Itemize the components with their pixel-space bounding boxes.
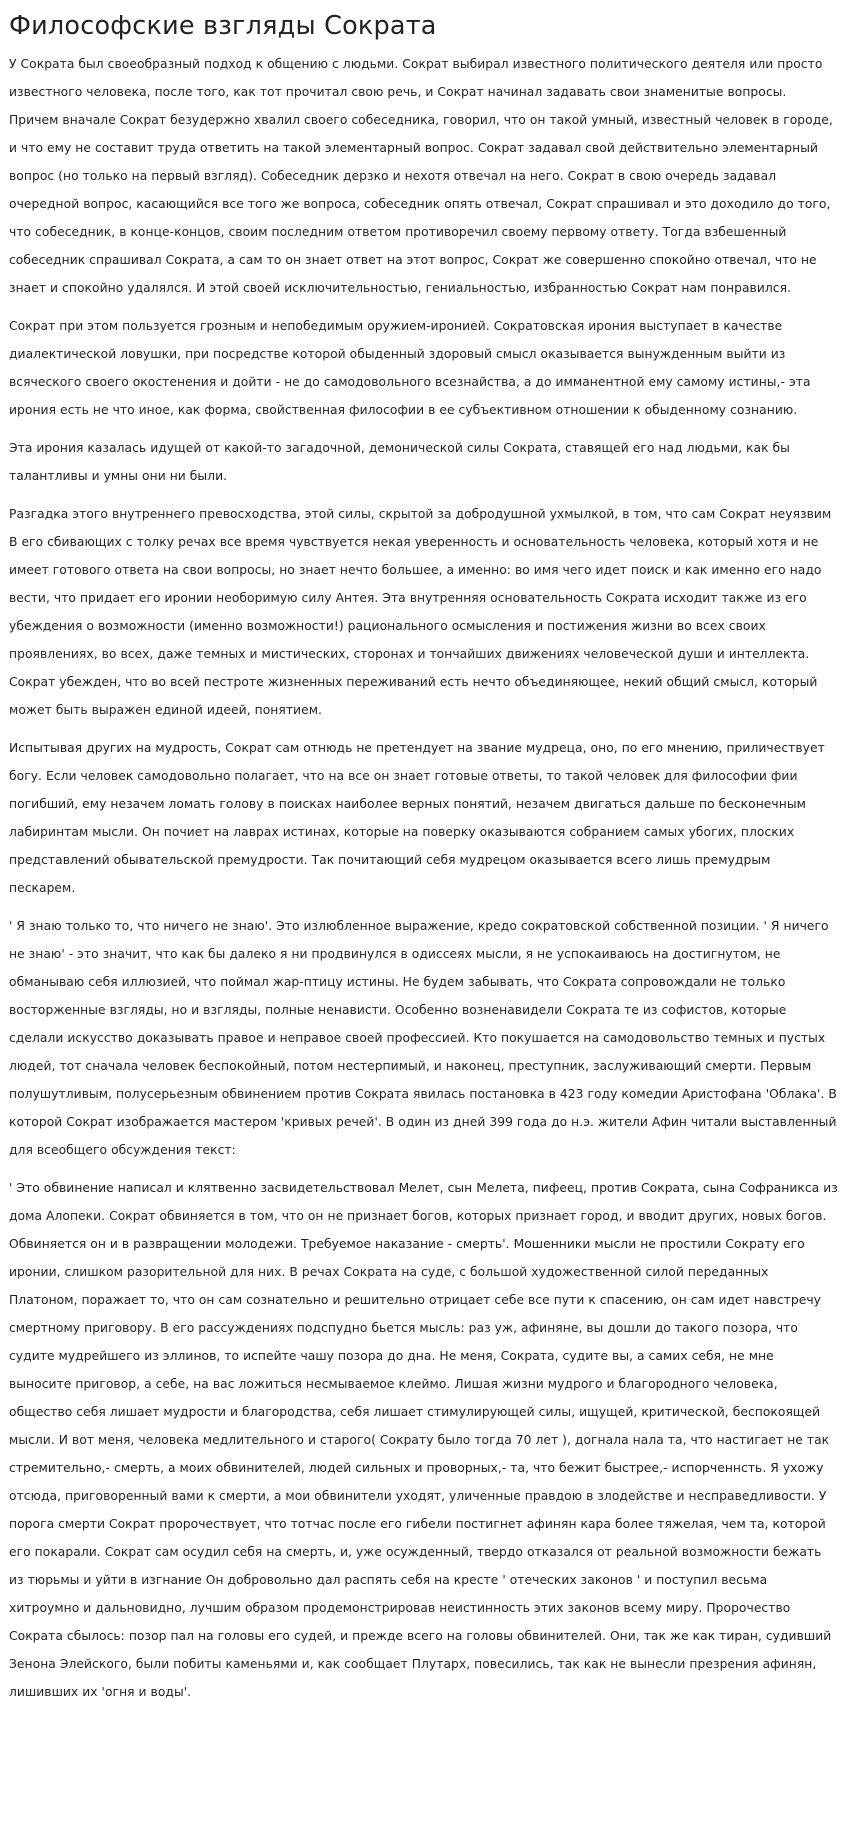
article-paragraph-6: ' Я знаю только то, что ничего не знаю'. Это излюбленное выражение, кредо сократовской собственной позиции. ' Я ничего не знаю' - это значит, что как бы далеко я ни продвинулся в одиссеях мысли, я не успокаиваюсь на достигнутом, не обманываю себя иллюзией, что поймал жар-птицу истины. Не будем забывать, что Сократа сопровождали не только восторженные взгляды, но и взгляды, полные ненависти. Особенно возненавидели Сократа те из софистов, которые сделали искусство доказывать правое и неправое своей профессией. Кто покушается на самодовольство темных и пустых людей, тот сначала человек беспокойный, потом нестерпимый, и наконец, преступник, заслуживающий смерти. Первым полушутливым, полусерьезным обвинением против Сократа явилась постановка в 423 году комедии Аристофана 'Облака'. В которой Сократ изображается мастером 'кривых речей'. В один из дней 399 года до н.э. жители Афин читали выставленный для всеобщего обсуждения текст: bbox=[9, 919, 837, 1157]
page-title: Философские взгляды Сократа bbox=[9, 11, 437, 41]
article-paragraph-3: Эта ирония казалась идущей от какой-то загадочной, демонической силы Сократа, ставящей его над людьми, как бы талантливы и умны они ни были. bbox=[9, 441, 790, 483]
article-body bbox=[9, 50, 838, 1706]
article-paragraph-5: Испытывая других на мудрость, Сократ сам отнюдь не претендует на звание мудреца, оно, по его мнению, приличествует богу. Если человек самодовольно полагает, что на все он знает готовые ответы, то такой человек для философии фии погибший, ему незачем ломать голову в поисках наиболее верных понятий, незачем двигаться дальше по бесконечным лабиринтам мысли. Он почиет на лаврах истинах, которые на поверку оказываются собранием самых убогих, плоских представлений обывательской премудрости. Так почитающий себя мудрецом оказывается всего лишь премудрым пескарем. bbox=[9, 741, 825, 895]
article-paragraph-1: У Сократа был своеобразный подход к общению с людьми. Сократ выбирал известного политического деятеля или просто известного человека, после того, как тот прочитал свою речь, и Сократ начинал задавать свои знаменитые вопросы. Причем вначале Сократ безудержно хвалил своего собеседника, говорил, что он такой умный, известный человек в городе, и что ему не составит труда ответить на такой элементарный вопрос. Сократ задавал свой действительно элементарный вопрос (но только на первый взгляд). Собеседник дерзко и нехотя отвечал на него. Сократ в свою очередь задавал очередной вопрос, касающийся все того же вопроса, собеседник опять отвечал, Сократ спрашивал и это доходило до того, что собеседник, в конце-концов, своим последним ответом противоречил своему первому ответу. Тогда взбешенный собеседник спрашивал Сократа, а сам то он знает ответ на этот вопрос, Сократ же совершенно спокойно отвечал, что не знает и спокойно удалялся. И этой своей исключительностью, гениальностью, избранностью Сократ нам понравился. bbox=[9, 57, 833, 295]
article-paragraph-7: ' Это обвинение написал и клятвенно засвидетельствовал Мелет, сын Мелета, пифеец, против Сократа, сына Софраникса из дома Алопеки. Сократ обвиняется в том, что он не признает богов, которых признает город, и вводит других, новых богов. Обвиняется он и в развращении молодежи. Требуемое наказание - смерть'. Мошенники мысли не простили Сократу его иронии, слишком разорительной для них. В речах Сократа на суде, с большой художественной силой переданных Платоном, поражает то, что он сам сознательно и решительно отрицает себе все пути к спасению, он сам идет навстречу смертному приговору. В его рассуждениях подспудно бьется мысль: раз уж, афиняне, вы дошли до такого позора, что судите мудрейшего из эллинов, то испейте чашу позора до дна. Не меня, Сократа, судите вы, а самих себя, не мне выносите приговор, а себе, на вас ложиться несмываемое клеймо. Лишая жизни мудрого и благородного человека, общество себя лишает мудрости и благородства, себя лишает стимулирующей силы, ищущей, критической, беспокоящей мысли. И вот меня, человека медлительного и старого( Сократу было тогда 70 лет ), догнала нала та, что настигает не так стремительно,- смерть, а моих обвинителей, людей сильных и проворных,- та, что бежит быстрее,- испорченнсть. Я ухожу отсюда, приговоренный вами к смерти, а мои обвинители уходят, уличенные правдою в злодействе и несправедливости. У порога смерти Сократ пророчествует, что тотчас после его гибели постигнет афинян кара более тяжелая, чем та, которой его покарали. Сократ сам осудил себя на смерть, и, уже осужденный, твердо отказался от реальной возможности бежать из тюрьмы и уйти в изгнание Он добровольно дал распять себя на кресте ' отеческих законов ' и поступил весьма хитроумно и дальновидно, лучшим образом продемонстрировав неистинность этих законов всему миру. Пророчество Сократа сбылось: позор пал на головы его судей, и прежде всего на головы обвинителей. Они, так же как тиран, судивший Зенона Элейского, были побиты каменьями и, как сообщает Плутарх, повесились, так как не вынесли презрения афинян, лишивших их 'огня и воды'. bbox=[9, 1181, 838, 1699]
article-paragraph-4: Разгадка этого внутреннего превосходства, этой силы, скрытой за добродушной ухмылкой, в том, что сам Сократ неуязвим В его сбивающих с толку речах все время чувствуется некая уверенность и основательность человека, который хотя и не имеет готового ответа на свои вопросы, но знает нечто большее, а именно: во имя чего идет поиск и как именно его надо вести, что придает его иронии необоримую силу Антея. Эта внутренняя основательность Сократа исходит также из его убеждения о возможности (именно возможности!) рационального осмысления и постижения жизни во всех своих проявлениях, во всех, даже темных и мистических, сторонах и тончайших движениях человеческой души и интеллекта. Сократ убежден, что во всей пестроте жизненных переживаний есть нечто объединяющее, некий общий смысл, который может быть выражен единой идеей, понятием. bbox=[9, 507, 832, 717]
article-paragraph-2: Сократ при этом пользуется грозным и непобедимым оружием-иронией. Сократовская ирония выступает в качестве диалектической ловушки, при посредстве которой обыденный здоровый смысл оказывается вынужденным выйти из всяческого своего окостенения и дойти - не до самодовольного всезнайства, а до имманентной ему самому истины,- эта ирония есть не что иное, как форма, свойственная философии в ее субъективном отношении к обыденному сознанию. bbox=[9, 319, 811, 417]
